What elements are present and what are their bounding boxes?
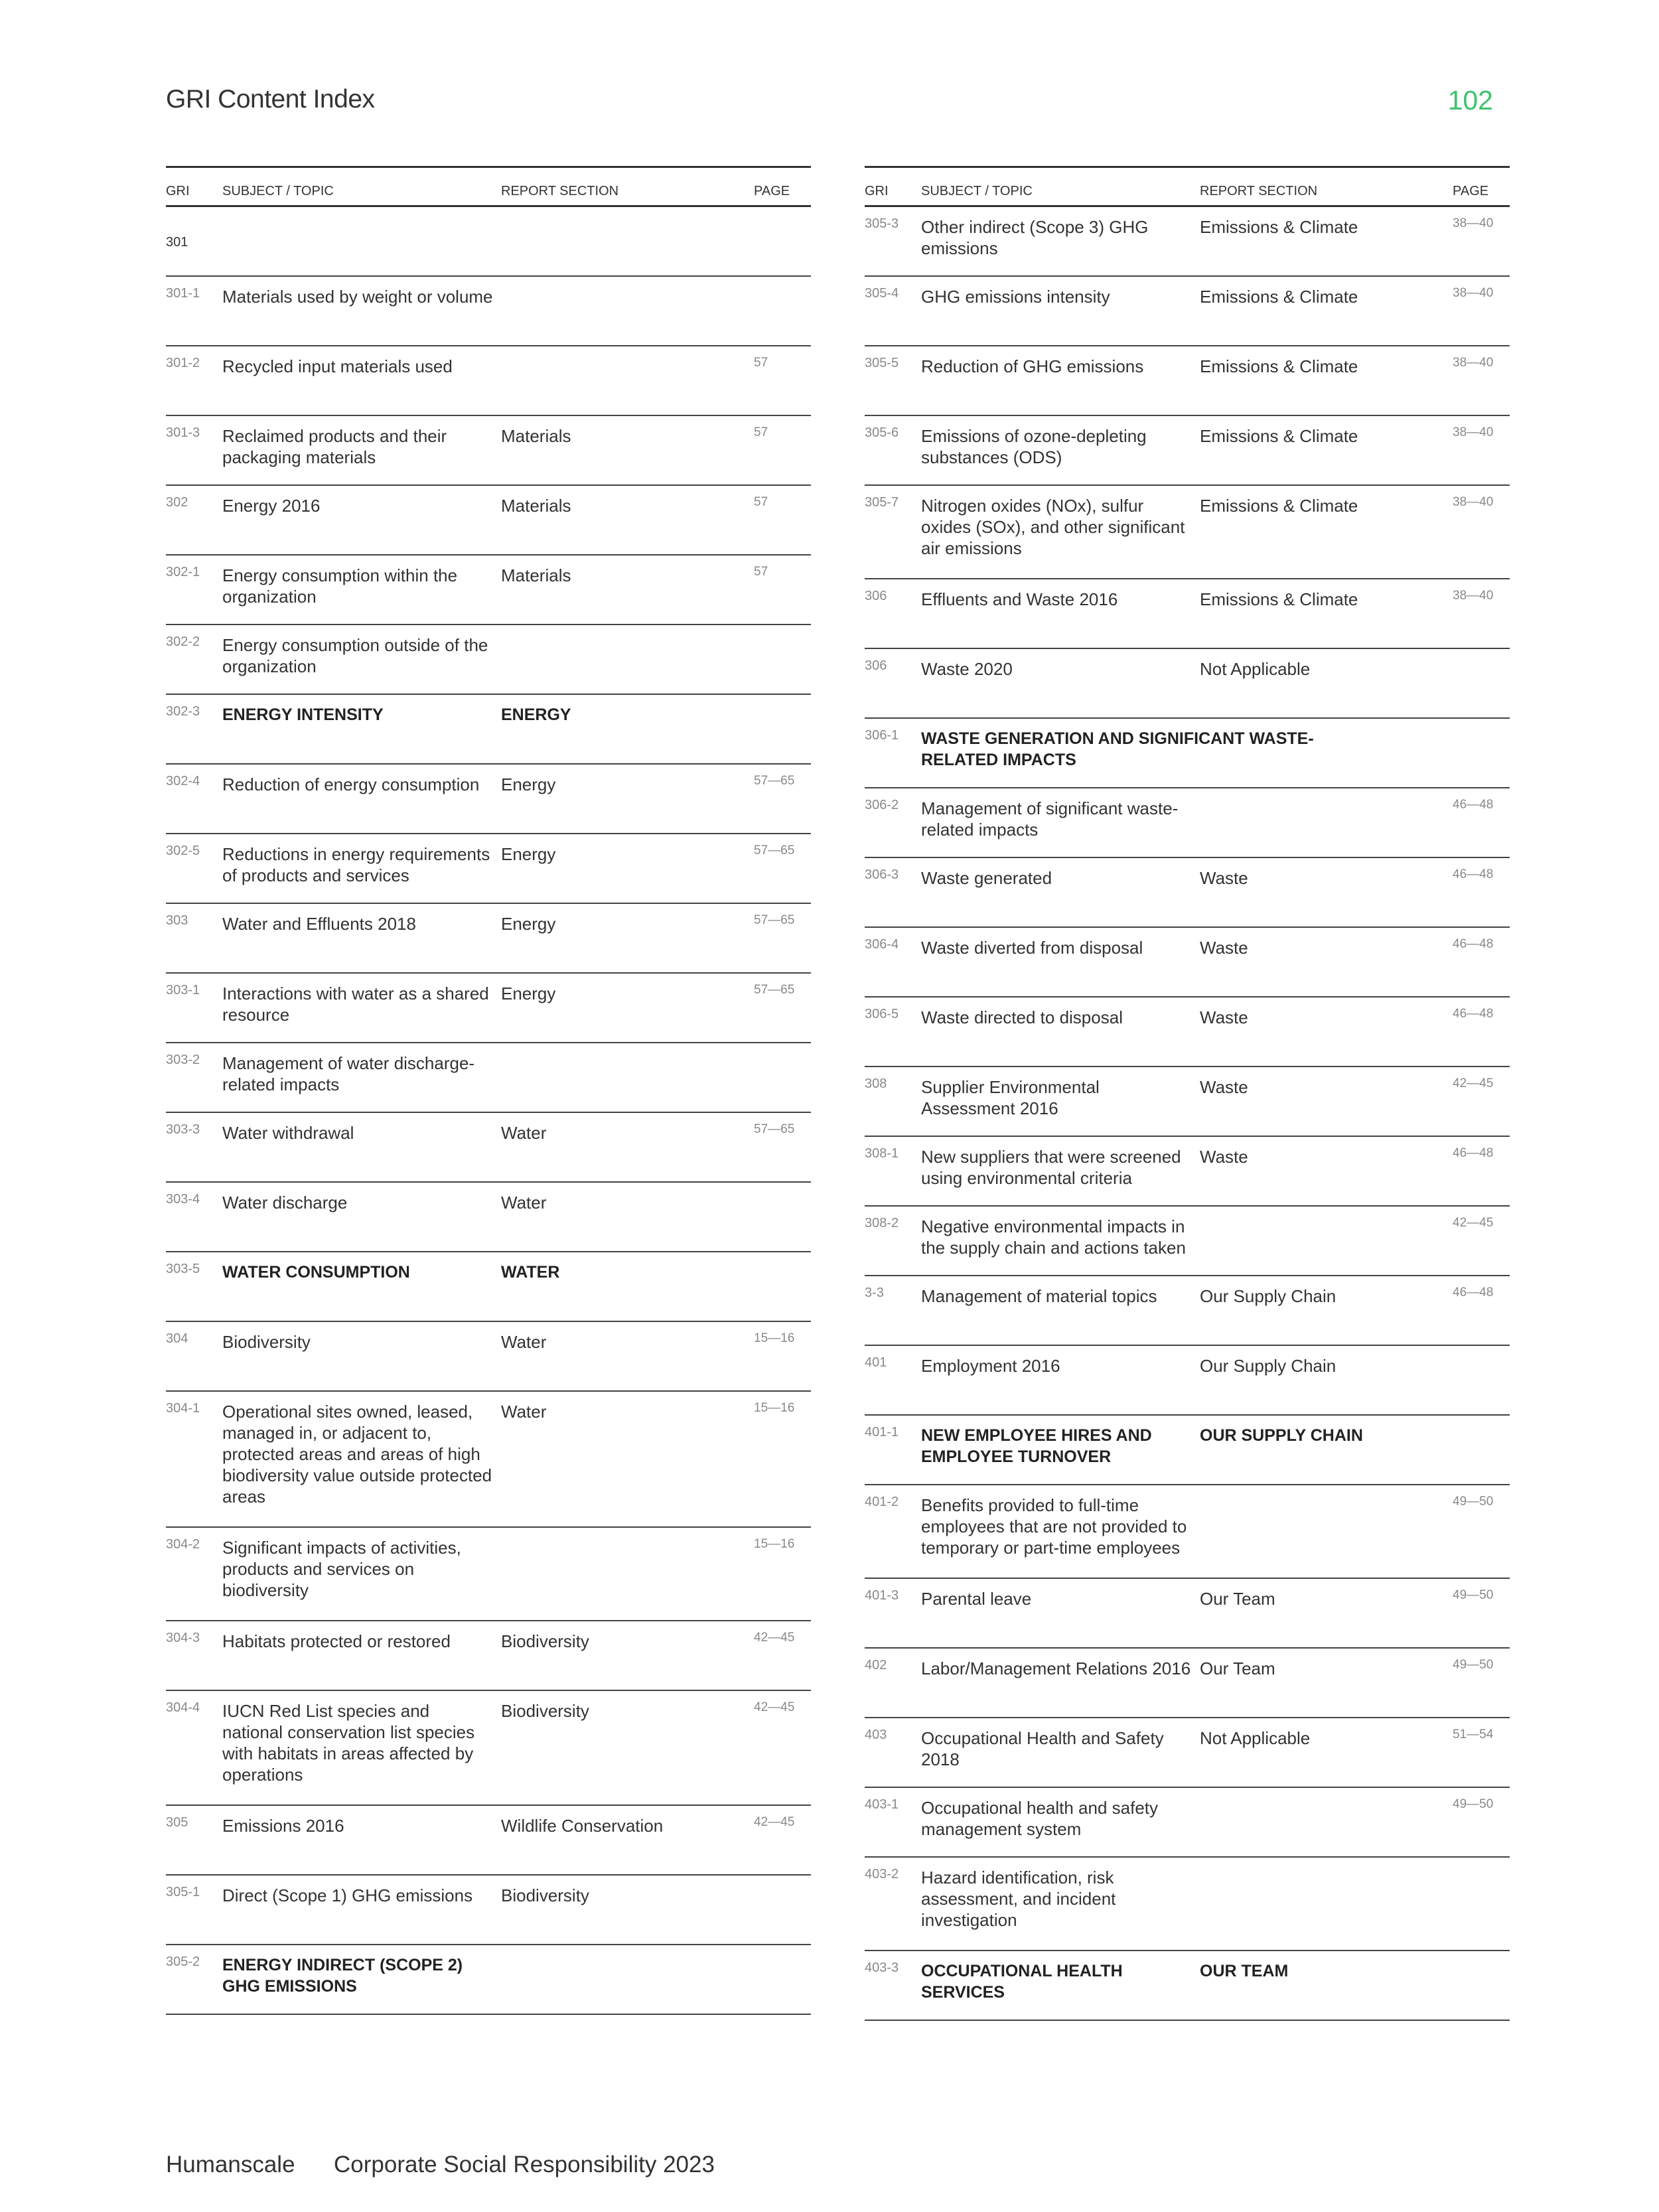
gri-code: 403	[865, 1728, 887, 1742]
table-row	[865, 486, 1510, 579]
report-section: Energy	[501, 914, 556, 934]
gri-code: 302-4	[166, 774, 200, 788]
gri-code: 304-2	[166, 1537, 200, 1552]
subject-topic: Effluents and Waste 2016	[921, 589, 1118, 609]
page-ref: 57	[754, 565, 768, 579]
subject-topic: Other indirect (Scope 3) GHG emissions	[921, 217, 1149, 258]
table-row	[865, 579, 1510, 649]
table-row	[865, 1649, 1510, 1718]
gri-code: 3-3	[865, 1286, 884, 1300]
footer-brand: Humanscale	[166, 2152, 295, 2177]
gri-code: 301-2	[166, 356, 200, 370]
table-row	[865, 788, 1510, 858]
gri-code: 403-3	[865, 1960, 899, 1975]
page-ref: 57—65	[754, 913, 795, 927]
gri-code: 305-3	[865, 216, 899, 231]
subject-topic: Occupational Health and Safety 2018	[921, 1728, 1164, 1769]
report-section: Waste	[1200, 1077, 1248, 1097]
subject-topic: Emissions of ozone-depleting substances (ODS)	[921, 426, 1147, 467]
gri-code: 304-1	[166, 1401, 200, 1416]
table-row	[166, 346, 811, 416]
gri-code: 401-3	[865, 1588, 899, 1603]
page-ref: 15—16	[754, 1331, 795, 1345]
report-section: Our Supply Chain	[1200, 1356, 1336, 1376]
gri-code: 306-2	[865, 798, 899, 812]
gri-code: 302-3	[166, 704, 200, 719]
right-table-header	[865, 166, 1510, 207]
header-subject: SUBJECT / TOPIC	[222, 184, 334, 198]
header-page: PAGE	[1453, 184, 1489, 198]
report-section: Waste	[1200, 1007, 1248, 1027]
table-row	[166, 1183, 811, 1252]
report-section: Wildlife Conservation	[501, 1816, 664, 1836]
table-row	[166, 1621, 811, 1691]
table-row	[865, 928, 1510, 997]
table-row	[166, 1876, 811, 1945]
table-row	[865, 1485, 1510, 1579]
table-row	[865, 1718, 1510, 1788]
report-section: Water	[501, 1123, 547, 1143]
report-section: Biodiversity	[501, 1885, 589, 1905]
table-row	[865, 1416, 1510, 1485]
subject-topic: Direct (Scope 1) GHG emissions	[222, 1885, 473, 1905]
report-section: Emissions & Climate	[1200, 589, 1358, 609]
table-row	[166, 834, 811, 904]
gri-code: 302-5	[166, 844, 200, 858]
subject-topic: Energy consumption outside of the organization	[222, 635, 488, 676]
page-ref: 46—48	[1453, 937, 1494, 951]
subject-topic: OCCUPATIONAL HEALTH SERVICES	[921, 1962, 1123, 2002]
report-section: OUR SUPPLY CHAIN	[1200, 1426, 1363, 1445]
report-section: Waste	[1200, 1147, 1248, 1167]
table-row	[166, 1392, 811, 1528]
table-row	[865, 346, 1510, 416]
gri-code: 401-1	[865, 1425, 899, 1439]
subject-topic: Reclaimed products and their packaging materials	[222, 426, 447, 467]
gri-code: 306	[865, 589, 887, 603]
gri-code: 304-3	[166, 1631, 200, 1645]
table-row	[865, 1067, 1510, 1137]
page-ref: 57—65	[754, 774, 795, 788]
table-row	[865, 277, 1510, 346]
subject-topic: Habitats protected or restored	[222, 1631, 451, 1651]
subject-topic: Water discharge	[222, 1193, 348, 1213]
page-ref: 49—50	[1453, 1658, 1494, 1672]
report-section: Waste	[1200, 938, 1248, 958]
table-row	[865, 719, 1510, 788]
right-table-body	[865, 207, 1510, 2021]
table-row	[166, 1252, 811, 1322]
page-ref: 57	[754, 356, 768, 370]
report-section: ENERGY	[501, 705, 571, 724]
subject-topic: Management of material topics	[921, 1286, 1157, 1306]
page-ref: 38—40	[1453, 589, 1494, 603]
page-ref: 46—48	[1453, 1146, 1494, 1160]
report-section: Emissions & Climate	[1200, 217, 1358, 237]
table-row	[166, 1691, 811, 1806]
subject-topic: Reduction of GHG emissions	[921, 356, 1144, 376]
header-gri: GRI	[865, 184, 889, 198]
page-ref: 57—65	[754, 983, 795, 997]
table-row	[166, 695, 811, 765]
right-table	[865, 166, 1510, 2021]
page-ref: 42—45	[754, 1631, 795, 1645]
subject-topic: Parental leave	[921, 1589, 1032, 1609]
gri-code: 305-7	[865, 495, 899, 510]
page-ref: 42—45	[754, 1815, 795, 1829]
gri-code: 303	[166, 913, 188, 928]
subject-topic: Waste directed to disposal	[921, 1007, 1123, 1027]
gri-code: 303-2	[166, 1053, 200, 1067]
subject-topic: Waste diverted from disposal	[921, 938, 1143, 958]
table-row	[865, 207, 1510, 277]
page-ref: 46—48	[1453, 867, 1494, 881]
table-row	[865, 1951, 1510, 2021]
gri-code: 302-1	[166, 565, 200, 579]
header-page: PAGE	[754, 184, 790, 198]
gri-code: 302	[166, 495, 188, 510]
gri-code: 308-1	[865, 1146, 899, 1161]
page-ref: 49—50	[1453, 1797, 1494, 1811]
report-section: WATER	[501, 1263, 560, 1282]
table-row	[166, 974, 811, 1043]
gri-code: 305-5	[865, 356, 899, 370]
gri-code: 305-1	[166, 1885, 200, 1899]
gri-code: 403-1	[865, 1797, 899, 1812]
report-section: Water	[501, 1402, 547, 1422]
page-ref: 38—40	[1453, 216, 1494, 230]
gri-code: 401	[865, 1355, 887, 1370]
header-section: REPORT SECTION	[501, 184, 619, 198]
page-ref: 49—50	[1453, 1495, 1494, 1509]
page-ref: 46—48	[1453, 798, 1494, 812]
report-section: Biodiversity	[501, 1701, 589, 1721]
subject-topic: Materials used by weight or volume	[222, 287, 493, 307]
subject-topic: IUCN Red List species and national conservation list species with habitats in areas affected by operations	[222, 1701, 475, 1785]
page-ref: 38—40	[1453, 495, 1494, 509]
subject-topic: Employment 2016	[921, 1356, 1060, 1376]
subject-topic: ENERGY INDIRECT (SCOPE 2) GHG EMISSIONS	[222, 1956, 463, 1996]
page-ref: 49—50	[1453, 1588, 1494, 1602]
report-section: Energy	[501, 984, 556, 1003]
gri-code: 304	[166, 1331, 188, 1346]
subject-topic: Interactions with water as a shared resource	[222, 984, 489, 1025]
gri-code: 305-6	[865, 425, 899, 440]
page-ref: 57—65	[754, 1122, 795, 1136]
table-row	[865, 858, 1510, 928]
table-row	[865, 1207, 1510, 1276]
page-title: GRI Content Index	[166, 85, 375, 113]
subject-topic: ENERGY INTENSITY	[222, 705, 384, 724]
table-row	[865, 997, 1510, 1067]
header-gri: GRI	[166, 184, 190, 198]
table-row	[166, 207, 811, 277]
gri-code: 403-2	[865, 1867, 899, 1881]
table-row	[166, 625, 811, 695]
subject-topic: Waste generated	[921, 868, 1052, 888]
gri-code: 308	[865, 1076, 887, 1091]
left-table-header	[166, 166, 811, 207]
report-section: Not Applicable	[1200, 659, 1311, 679]
gri-code: 306-1	[865, 728, 899, 743]
table-row	[865, 1137, 1510, 1207]
subject-topic: Reduction of energy consumption	[222, 774, 480, 794]
gri-code: 303-5	[166, 1262, 200, 1276]
table-row	[865, 1346, 1510, 1416]
left-table	[166, 166, 811, 2015]
table-row	[166, 1043, 811, 1113]
table-row	[865, 1276, 1510, 1346]
table-row	[166, 555, 811, 625]
page-ref: 15—16	[754, 1537, 795, 1551]
page-ref: 57	[754, 495, 768, 509]
report-section: Our Team	[1200, 1589, 1275, 1609]
table-row	[865, 1579, 1510, 1649]
page-ref: 38—40	[1453, 286, 1494, 300]
page-ref: 38—40	[1453, 356, 1494, 370]
page-number: 102	[1447, 85, 1493, 115]
gri-code: 302-2	[166, 634, 200, 649]
header-section: REPORT SECTION	[1200, 184, 1318, 198]
gri-code: 308-2	[865, 1216, 899, 1230]
page-ref: 46—48	[1453, 1286, 1494, 1299]
subject-topic: Supplier Environmental Assessment 2016	[921, 1077, 1100, 1118]
subject-topic: New suppliers that were screened using environmental criteria	[921, 1147, 1181, 1188]
report-section: Waste	[1200, 868, 1248, 888]
report-section: Materials	[501, 565, 571, 585]
gri-code: 306-5	[865, 1007, 899, 1021]
subject-topic: Operational sites owned, leased, managed in, or adjacent to, protected areas and areas of high biodiversity value outside protected areas	[222, 1402, 492, 1507]
subject-topic: Biodiversity	[222, 1332, 311, 1352]
table-row	[865, 1788, 1510, 1858]
subject-topic: Significant impacts of activities, products and services on biodiversity	[222, 1538, 461, 1600]
subject-topic: Labor/Management Relations 2016	[921, 1659, 1191, 1678]
gri-code: 306	[865, 658, 887, 673]
subject-topic: NEW EMPLOYEE HIRES AND EMPLOYEE TURNOVER	[921, 1426, 1152, 1466]
report-section: Energy	[501, 774, 556, 794]
report-section: Emissions & Climate	[1200, 287, 1358, 307]
table-row	[166, 486, 811, 555]
subject-topic: WASTE GENERATION AND SIGNIFICANT WASTE-RELATED IMPACTS	[921, 729, 1314, 769]
gri-code: 301	[166, 235, 188, 250]
left-table-body	[166, 207, 811, 2015]
gri-code: 303-4	[166, 1192, 200, 1207]
subject-topic: WATER CONSUMPTION	[222, 1263, 410, 1282]
gri-code: 305-2	[166, 1954, 200, 1969]
subject-topic: Hazard identification, risk assessment, and incident investigation	[921, 1868, 1116, 1930]
gri-code: 305-4	[865, 286, 899, 301]
page-ref: 57	[754, 425, 768, 439]
table-row	[865, 416, 1510, 486]
page-ref: 57—65	[754, 844, 795, 857]
table-row	[166, 1528, 811, 1621]
subject-topic: Water withdrawal	[222, 1123, 354, 1143]
report-section: Our Team	[1200, 1659, 1275, 1678]
gri-code: 306-3	[865, 867, 899, 882]
subject-topic: Waste 2020	[921, 659, 1013, 679]
report-section: Biodiversity	[501, 1631, 589, 1651]
page-ref: 46—48	[1453, 1007, 1494, 1021]
report-section: OUR TEAM	[1200, 1962, 1289, 1980]
subject-topic: GHG emissions intensity	[921, 287, 1110, 307]
gri-code: 401-2	[865, 1495, 899, 1509]
page-ref: 42—45	[1453, 1076, 1494, 1090]
subject-topic: Negative environmental impacts in the supply chain and actions taken	[921, 1217, 1186, 1258]
gri-code: 303-1	[166, 983, 200, 997]
table-row	[166, 904, 811, 974]
page-ref: 42—45	[754, 1700, 795, 1714]
subject-topic: Water and Effluents 2018	[222, 914, 416, 934]
table-row	[166, 416, 811, 486]
table-row	[166, 277, 811, 346]
subject-topic: Energy 2016	[222, 496, 321, 516]
gri-code: 304-4	[166, 1700, 200, 1715]
page-ref: 51—54	[1453, 1728, 1494, 1741]
gri-code: 301-3	[166, 425, 200, 440]
table-row	[166, 1322, 811, 1392]
gri-code: 301-1	[166, 286, 200, 301]
table-row	[865, 1858, 1510, 1951]
subject-topic: Benefits provided to full-time employees that are not provided to temporary or part-time employees	[921, 1495, 1187, 1558]
table-row	[166, 1113, 811, 1183]
table-row	[166, 1806, 811, 1876]
subject-topic: Energy consumption within the organization	[222, 565, 458, 607]
gri-code: 305	[166, 1815, 188, 1830]
report-section: Emissions & Climate	[1200, 496, 1358, 516]
report-section: Not Applicable	[1200, 1728, 1311, 1748]
report-section: Emissions & Climate	[1200, 356, 1358, 376]
subject-topic: Nitrogen oxides (NOx), sulfur oxides (SOx), and other significant air emissions	[921, 496, 1185, 558]
report-section: Water	[501, 1193, 547, 1213]
subject-topic: Occupational health and safety management system	[921, 1798, 1159, 1839]
table-row	[166, 1945, 811, 2015]
report-section: Energy	[501, 844, 556, 864]
report-section: Our Supply Chain	[1200, 1286, 1336, 1306]
report-section: Water	[501, 1332, 547, 1352]
page-ref: 15—16	[754, 1401, 795, 1415]
subject-topic: Emissions 2016	[222, 1816, 344, 1836]
table-row	[865, 649, 1510, 719]
report-section: Materials	[501, 496, 571, 516]
subject-topic: Management of water discharge-related impacts	[222, 1053, 475, 1094]
page-ref: 38—40	[1453, 425, 1494, 439]
page-ref: 42—45	[1453, 1216, 1494, 1230]
report-section: Materials	[501, 426, 571, 446]
subject-topic: Recycled input materials used	[222, 356, 453, 376]
report-section: Emissions & Climate	[1200, 426, 1358, 446]
gri-code: 303-3	[166, 1122, 200, 1137]
subject-topic: Management of significant waste-related impacts	[921, 798, 1179, 840]
header-subject: SUBJECT / TOPIC	[921, 184, 1033, 198]
gri-code: 306-4	[865, 937, 899, 952]
table-row	[166, 765, 811, 834]
footer-document-title: Corporate Social Responsibility 2023	[334, 2152, 715, 2177]
gri-code: 402	[865, 1658, 887, 1672]
subject-topic: Reductions in energy requirements of products and services	[222, 844, 490, 885]
